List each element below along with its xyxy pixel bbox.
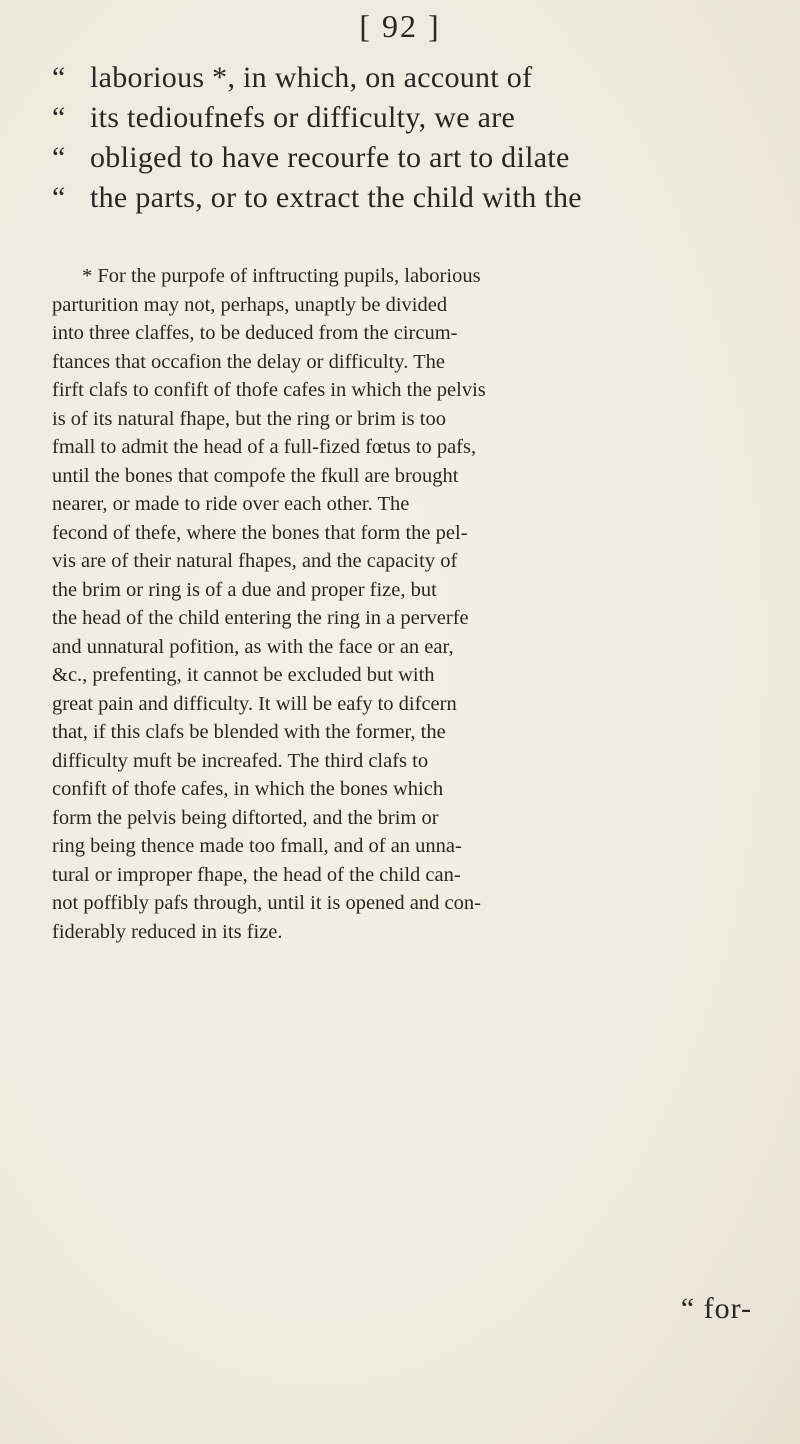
footnote-line: into three claffes, to be deduced from the circum-	[52, 322, 458, 344]
main-text-line	[52, 98, 752, 138]
opening-quote: “	[52, 141, 66, 174]
footnote-line: fmall to admit the head of a full-fized fœtus to pafs,	[52, 436, 477, 458]
footnote-line: vis are of their natural fhapes, and the capacity of	[52, 550, 458, 572]
opening-quote: “	[52, 101, 66, 134]
line-text: the parts, or to extract the child with the	[90, 181, 582, 214]
footnote-line: is of its natural fhape, but the ring or brim is too	[52, 407, 446, 430]
footnote-line: * For the purpofe of inftructing pupils, laborious	[82, 265, 481, 287]
footnote-line: parturition may not, perhaps, unaptly be divided	[52, 293, 448, 316]
main-text-line	[52, 178, 752, 218]
footnote-line: tural or improper fhape, the head of the child can-	[52, 863, 461, 886]
footnote-line: the brim or ring is of a due and proper fize, but	[52, 578, 437, 601]
footnote-line: form the pelvis being diftorted, and the brim or	[52, 806, 439, 829]
footnote-line: until the bones that compofe the fkull are brought	[52, 464, 459, 487]
footnote	[52, 262, 752, 946]
footnote-line: ftances that occafion the delay or difficulty. The	[52, 350, 445, 373]
opening-quote: “	[52, 181, 66, 214]
footnote-line: difficulty muft be increafed. The third clafs to	[52, 749, 429, 772]
footnote-line: fecond of thefe, where the bones that form the pel-	[52, 521, 468, 544]
line-text: obliged to have recourfe to art to dilate	[90, 141, 570, 174]
catchword: “ for-	[680, 1292, 752, 1325]
main-text	[52, 58, 752, 218]
footnote-line: fiderably reduced in its fize.	[52, 920, 283, 943]
footnote-line: nearer, or made to ride over each other. The	[52, 493, 410, 515]
footnote-line: &c., prefenting, it cannot be excluded but with	[52, 664, 435, 686]
line-text: its tedioufnefs or difficulty, we are	[90, 101, 516, 134]
opening-quote: “	[52, 61, 66, 94]
page-number: [ 92 ]	[359, 8, 441, 44]
line-text: laborious *, in which, on account of	[90, 61, 533, 94]
footnote-line: great pain and difficulty. It will be eafy to difcern	[52, 692, 457, 715]
footnote-line: confift of thofe cafes, in which the bones which	[52, 778, 444, 800]
main-text-line	[52, 58, 752, 98]
main-text-line	[52, 138, 752, 178]
footnote-line: ring being thence made too fmall, and of an unna-	[52, 835, 462, 857]
footnote-line: the head of the child entering the ring in a perverfe	[52, 607, 469, 629]
footnote-line: firft clafs to confift of thofe cafes in which the pelvis	[52, 379, 486, 401]
footnote-line: that, if this clafs be blended with the former, the	[52, 721, 446, 743]
footnote-line: not poffibly pafs through, until it is opened and con-	[52, 892, 481, 914]
footnote-line: and unnatural pofition, as with the face or an ear,	[52, 635, 454, 658]
